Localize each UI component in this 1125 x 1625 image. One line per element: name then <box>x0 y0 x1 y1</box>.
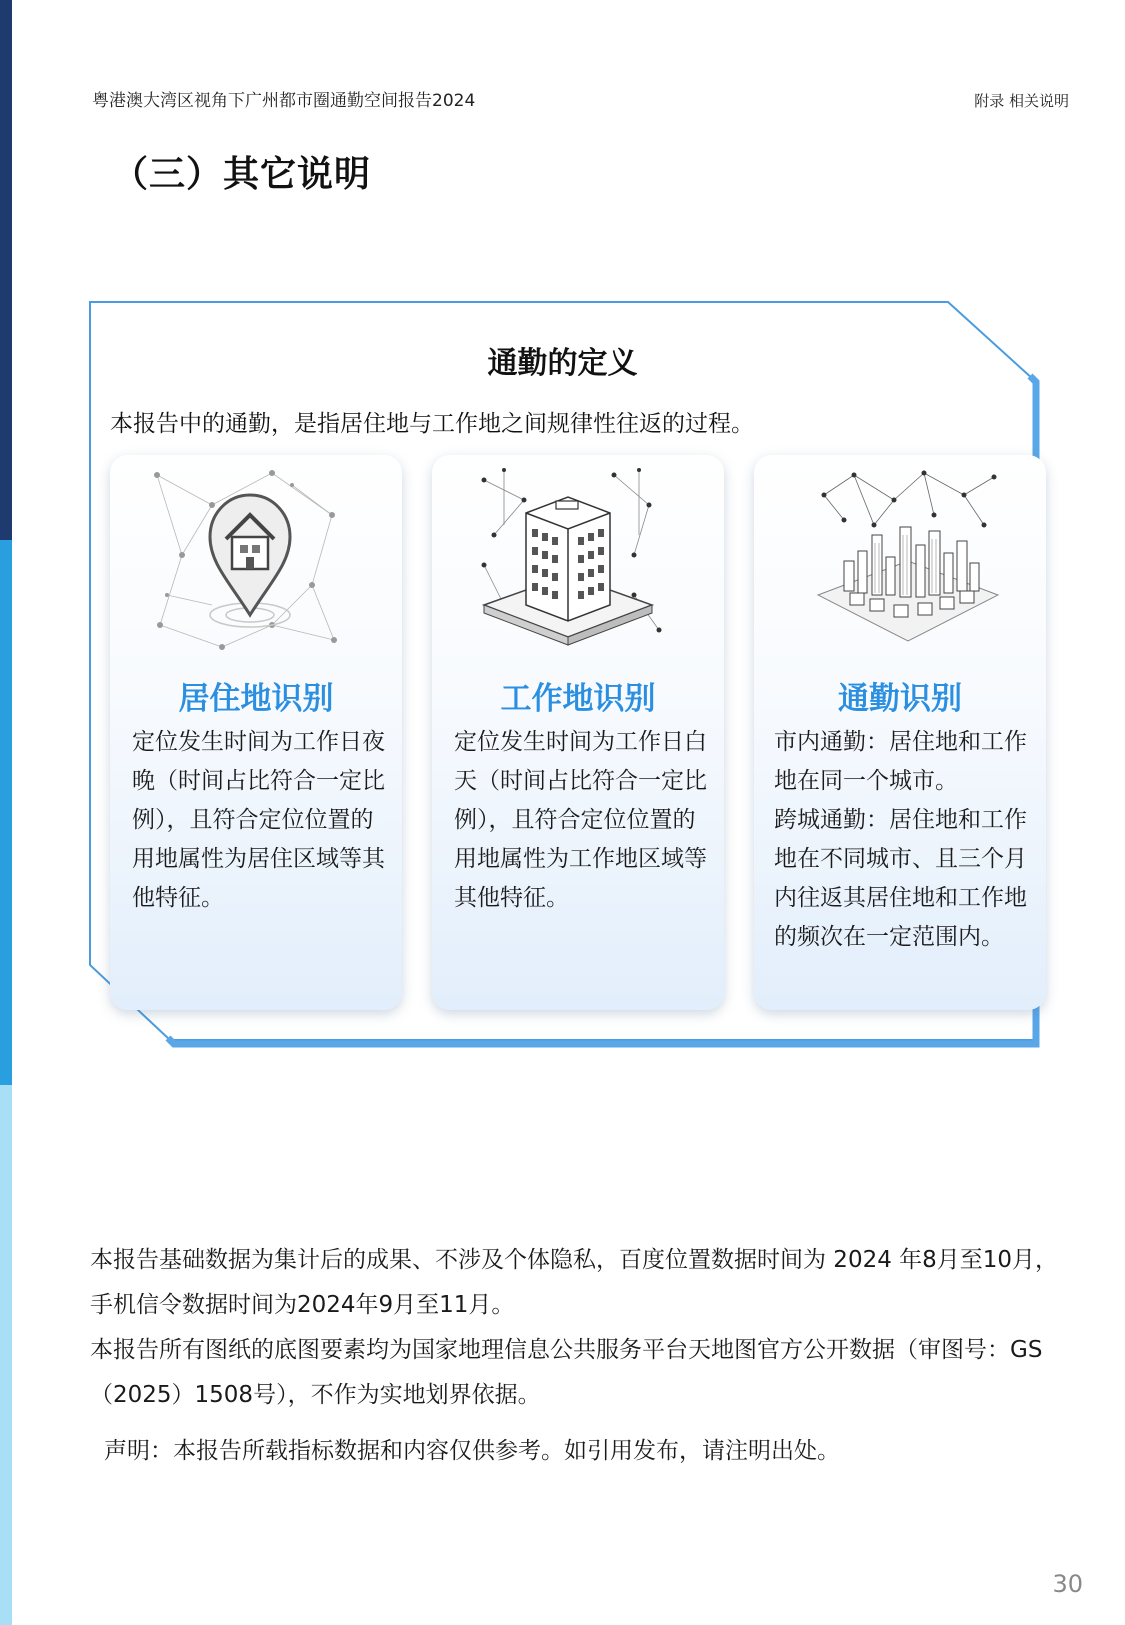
disclaimer-statement: 声明：本报告所载指标数据和内容仅供参考。如引用发布，请注明出处。 <box>104 1438 840 1464</box>
section-title: （三）其它说明 <box>112 154 372 195</box>
workplace-card-body: 定位发生时间为工作日白天（时间占比符合一定比例），且符合定位位置的用地属性为工作地区域等其他特征。 <box>454 729 707 911</box>
cross-city-commute-text: 跨城通勤：居住地和工作地在不同城市、且三个月内往返其居住地和工作地的频次在一定范围内。 <box>774 807 1027 950</box>
definition-title: 通勤的定义 <box>487 346 638 381</box>
home-location-icon <box>152 465 340 653</box>
workplace-card <box>432 455 724 1010</box>
residence-card <box>110 455 402 1010</box>
side-bar-navy <box>0 0 12 540</box>
base-map-note: 本报告所有图纸的底图要素均为国家地理信息公共服务平台天地图官方公开数据（审图号：GS（2025）1508号），不作为实地划界依据。 <box>90 1337 1043 1408</box>
report-title: 粤港澳大湾区视角下广州都市圈通勤空间报告2024 <box>92 91 476 111</box>
workplace-card-heading: 工作地识别 <box>500 681 656 717</box>
intra-city-commute-text: 市内通勤：居住地和工作地在同一个城市。 <box>774 729 1027 794</box>
section-label: 附录 相关说明 <box>974 92 1069 110</box>
residence-card-body: 定位发生时间为工作日夜晚（时间占比符合一定比例），且符合定位位置的用地属性为居住区域等其他特征。 <box>132 729 385 911</box>
commute-card-heading: 通勤识别 <box>838 681 962 717</box>
side-bar-blue <box>0 540 12 1085</box>
data-notes <box>90 1238 1080 1418</box>
page-number: 30 <box>1052 1570 1083 1598</box>
residence-card-heading: 居住地识别 <box>178 681 334 717</box>
commute-card <box>754 455 1046 1010</box>
side-bar-light-blue <box>0 1085 12 1625</box>
definition-intro: 本报告中的通勤，是指居住地与工作地之间规律性往返的过程。 <box>110 411 754 437</box>
office-building-icon <box>474 465 662 653</box>
data-source-note: 本报告基础数据为集计后的成果、不涉及个体隐私，百度位置数据时间为 2024 年8月至10月，手机信令数据时间为2024年9月至11月。 <box>90 1247 1059 1318</box>
city-network-icon <box>814 465 1002 653</box>
commute-card-body <box>774 723 1032 957</box>
